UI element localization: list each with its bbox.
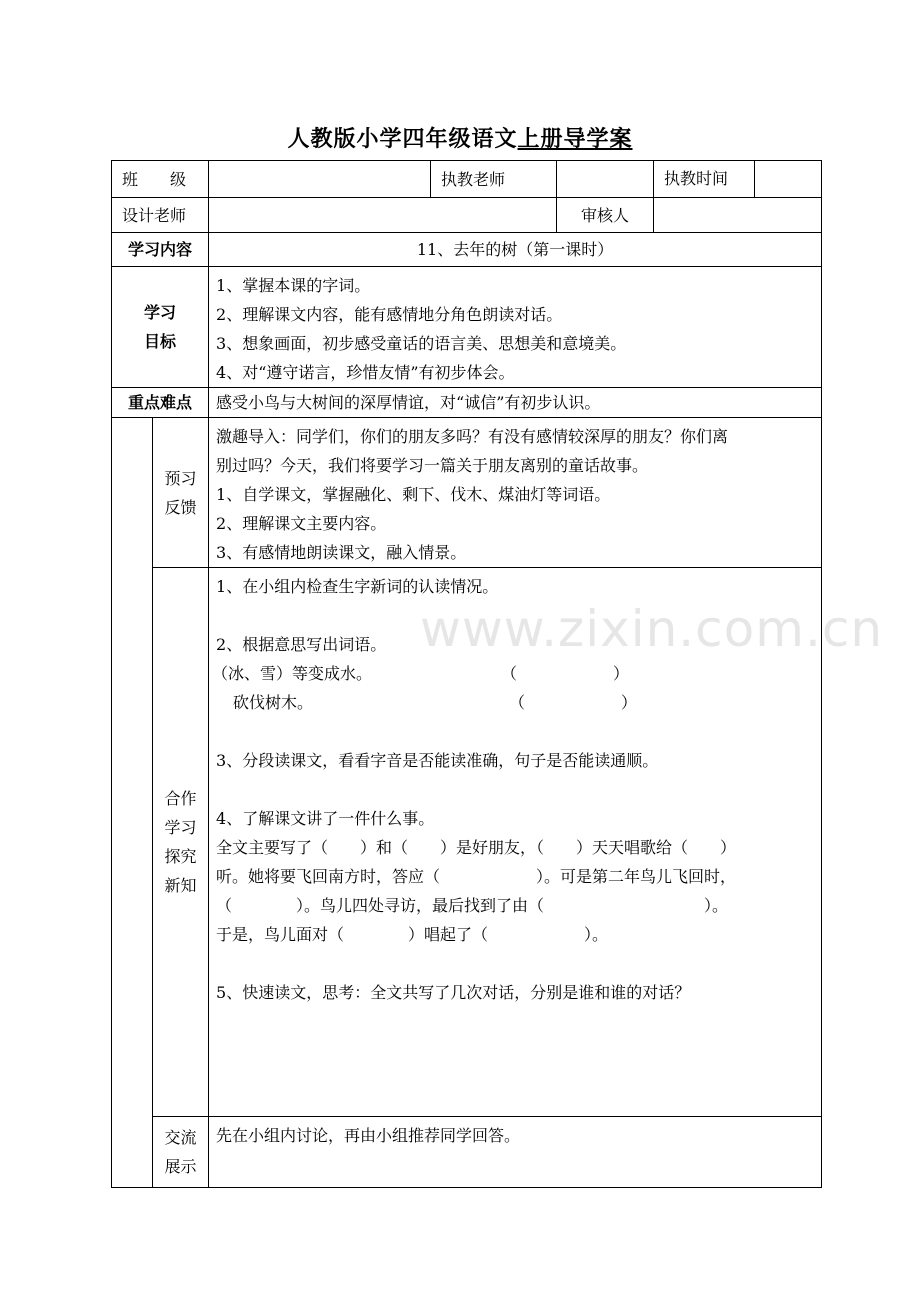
share-row [112, 1117, 822, 1188]
share-label [153, 1117, 209, 1188]
goal-item: 1、掌握本课的字词。 [216, 276, 371, 295]
content-row [112, 233, 822, 267]
goals-label-line: 学习 [144, 303, 177, 322]
reviewer-label: 审核人 [557, 198, 654, 233]
class-field[interactable] [209, 161, 431, 198]
content-value: 11、去年的树（第一课时） [209, 233, 822, 267]
teacher-label: 执教老师 [431, 161, 557, 198]
question-4-line: 听。她将要飞回南方时，答应（ ）。可是第二年鸟儿飞回时， [216, 867, 737, 886]
question-1: 1、在小组内检查生字新词的认读情况。 [216, 577, 499, 596]
preview-line: 2、理解课文主要内容。 [216, 514, 387, 533]
title-text: 人教版小学四年级语文 [287, 127, 518, 152]
goal-item: 3、想象画面，初步感受童话的语言美、思想美和意境美。 [216, 334, 627, 353]
question-2b [216, 688, 814, 717]
goals-list [209, 267, 822, 388]
question-2b-text: 砍伐树木。 [233, 693, 314, 712]
content-label: 学习内容 [112, 233, 209, 267]
watermark: www.zixin.com.cn [420, 600, 884, 658]
time-row-cell [654, 161, 822, 198]
coop-label-line: 学习 [164, 818, 197, 837]
share-label-line: 展示 [164, 1157, 197, 1176]
question-2: 2、根据意思写出词语。 [216, 635, 387, 654]
preview-content [209, 418, 822, 568]
header-row-1 [112, 161, 822, 198]
preview-line: 激趣导入：同学们，你们的朋友多吗？有没有感情较深厚的朋友？你们离 [216, 427, 729, 446]
question-2a-text: （冰、雪）等变成水。 [212, 664, 373, 683]
lesson-plan-table [111, 160, 822, 1188]
class-label: 班 级 [112, 161, 209, 198]
page-title [0, 122, 920, 153]
coop-content [209, 568, 822, 1117]
coop-label [153, 568, 209, 1117]
preview-line: 别过吗？今天，我们将要学习一篇关于朋友离别的童话故事。 [216, 456, 649, 475]
key-label: 重点难点 [112, 388, 209, 418]
goals-row [112, 267, 822, 388]
question-4: 4、了解课文讲了一件什么事。 [216, 809, 435, 828]
answer-blank[interactable]: （ ） [509, 693, 638, 712]
preview-row [112, 418, 822, 568]
key-value: 感受小鸟与大树间的深厚情谊，对“诚信”有初步认识。 [209, 388, 822, 418]
coop-label-line: 合作 [164, 789, 197, 808]
designer-field[interactable] [209, 198, 557, 233]
time-label: 执教时间 [654, 161, 755, 197]
teacher-field[interactable] [557, 161, 654, 198]
question-4-line: （ ）。鸟儿四处寻访，最后找到了由（ ）。 [216, 896, 729, 915]
coop-label-line: 探究 [164, 847, 197, 866]
answer-blank[interactable]: （ ） [501, 664, 630, 683]
preview-line: 1、自学课文，掌握融化、剩下、伐木、煤油灯等词语。 [216, 485, 611, 504]
coop-label-line: 新知 [164, 876, 197, 895]
preview-label-line: 预习 [164, 468, 197, 488]
goals-label [112, 267, 209, 388]
header-row-2 [112, 198, 822, 233]
goals-label-line: 目标 [144, 332, 177, 351]
time-field[interactable] [755, 161, 821, 197]
question-5: 5、快速读文，思考：全文共写了几次对话，分别是谁和谁的对话？ [216, 983, 691, 1002]
preview-label [153, 418, 209, 568]
share-content: 先在小组内讨论，再由小组推荐同学回答。 [209, 1117, 822, 1188]
designer-label: 设计老师 [112, 198, 209, 233]
key-row [112, 388, 822, 418]
coop-row [112, 568, 822, 1117]
preview-label-line: 反馈 [164, 497, 197, 517]
question-4-line: 于是，鸟儿面对（ ）唱起了（ ）。 [216, 925, 609, 944]
process-side-column [112, 418, 153, 1188]
goal-item: 2、理解课文内容，能有感情地分角色朗读对话。 [216, 305, 563, 324]
share-label-line: 交流 [164, 1128, 197, 1147]
preview-line: 3、有感情地朗读课文，融入情景。 [216, 543, 467, 562]
question-3: 3、分段读课文，看看字音是否能读准确，句子是否能读通顺。 [216, 751, 659, 770]
question-4-line: 全文主要写了（ ）和（ ）是好朋友，（ ）天天唱歌给（ ） [216, 838, 737, 857]
question-2a [212, 659, 814, 688]
title-underlined-text: 上册导学案 [517, 127, 633, 152]
reviewer-field[interactable] [654, 198, 822, 233]
goal-item: 4、对“遵守诺言，珍惜友情”有初步体会。 [216, 363, 515, 382]
